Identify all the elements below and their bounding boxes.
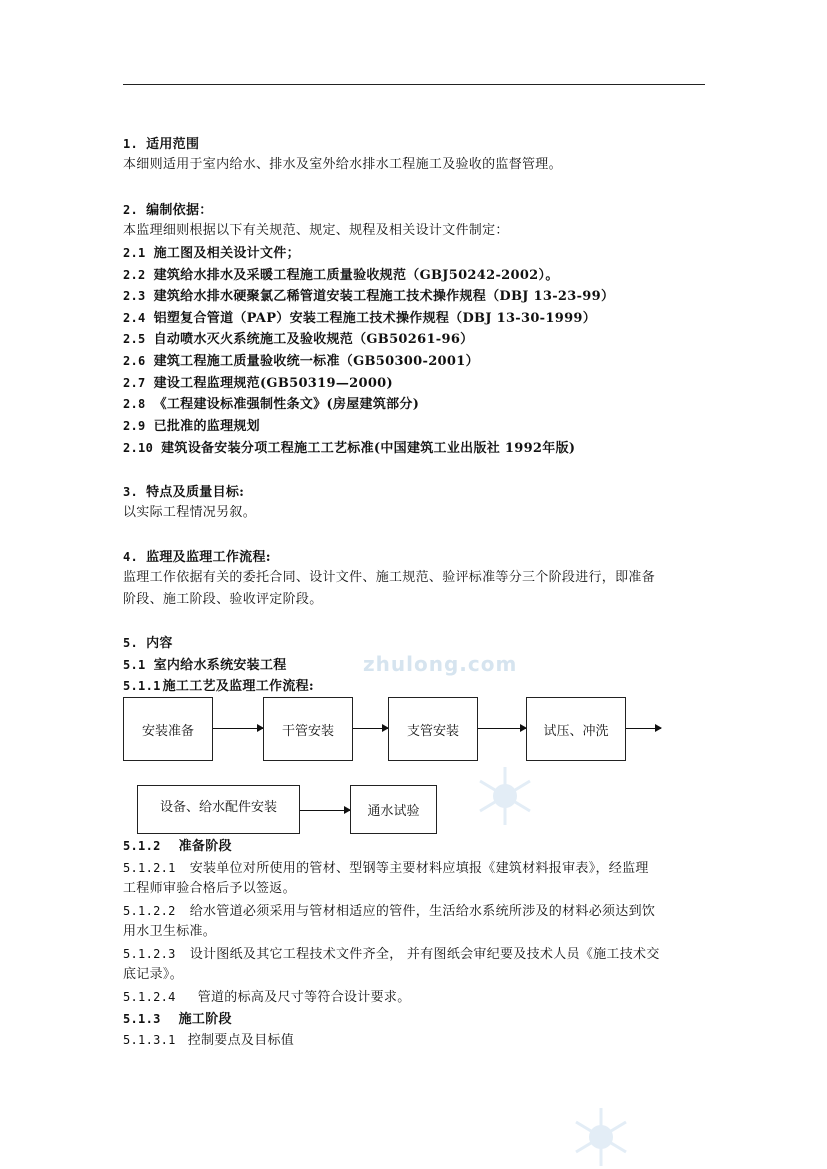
section-3-text: 以实际工程情况另叙。	[123, 505, 257, 520]
section-2-item: 2.10 建筑设备安装分项工程施工工艺标准(中国建筑工业出版社 1992年版)	[123, 441, 576, 456]
para-5-1-2-2-line1: 5.1.2.2 给水管道必须采用与管材相适应的管件，生活给水系统所涉及的材料必须达到饮	[123, 904, 656, 919]
para-5-1-2-1-line1: 5.1.2.1 安装单位对所使用的管材、型钢等主要材料应填报《建筑材料报审表》，经监理	[123, 861, 649, 876]
section-1-heading: 1. 适用范围	[123, 137, 200, 152]
section-2-item: 2.7 建设工程监理规范(GB50319—2000)	[123, 376, 393, 391]
para-5-1-3-1: 5.1.3.1 控制要点及目标值	[123, 1033, 295, 1048]
flow-arrow	[300, 810, 350, 811]
section-2-item: 2.5 自动喷水灭火系统施工及验收规范（GB50261-96）	[123, 332, 474, 347]
flow-step-branch-pipe: 支管安装	[388, 697, 478, 761]
section-4-text-line2: 阶段、施工阶段、验收评定阶段。	[123, 592, 323, 607]
flow-arrow	[353, 728, 388, 729]
header-rule	[123, 84, 705, 85]
flow-step-fittings-install: 设备、给水配件安装	[137, 785, 300, 834]
flow-step-main-pipe: 干管安装	[263, 697, 353, 761]
section-2-heading: 2. 编制依据：	[123, 203, 213, 218]
section-5-1-heading: 5.1 室内给水系统安装工程	[123, 658, 287, 673]
section-5-1-3-heading: 5.1.3 施工阶段	[123, 1012, 232, 1027]
section-5-1-2-heading: 5.1.2 准备阶段	[123, 839, 232, 854]
para-5-1-2-1-line2: 工程师审验合格后予以签返。	[123, 881, 296, 896]
snowflake-watermark-icon	[474, 765, 536, 827]
section-2-item: 2.3 建筑给水排水硬聚氯乙稀管道安装工程施工技术操作规程（DBJ 13-23-99）	[123, 289, 615, 304]
section-4-text-line1: 监理工作依据有关的委托合同、设计文件、施工规范、验评标准等分三个阶段进行，即准备	[123, 570, 656, 585]
flow-arrow	[213, 728, 263, 729]
section-3-heading: 3. 特点及质量目标:	[123, 485, 245, 500]
flow-step-water-test: 通水试验	[350, 785, 437, 834]
section-2-item: 2.9 已批准的监理规划	[123, 419, 260, 434]
para-5-1-2-4: 5.1.2.4 管道的标高及尺寸等符合设计要求。	[123, 990, 411, 1005]
para-5-1-2-3-line1: 5.1.2.3 设计图纸及其它工程技术文件齐全， 并有图纸会审纪要及技术人员《施工技术交	[123, 947, 660, 962]
section-4-heading: 4. 监理及监理工作流程:	[123, 550, 271, 565]
flow-step-pressure-test: 试压、冲洗	[526, 697, 626, 761]
section-5-1-1-heading: 5.1.1 施工工艺及监理工作流程:	[123, 679, 315, 694]
section-5-heading: 5. 内容	[123, 636, 173, 651]
section-2-item: 2.4 铝塑复合管道（PAP）安装工程施工技术操作规程（DBJ 13-30-1999）	[123, 311, 597, 326]
section-1-text: 本细则适用于室内给水、排水及室外给水排水工程施工及验收的监督管理。	[123, 157, 562, 172]
flow-arrow	[478, 728, 526, 729]
section-2-item: 2.6 建筑工程施工质量验收统一标准（GB50300-2001）	[123, 354, 479, 369]
watermark-text: zhulong.com	[363, 652, 518, 676]
snowflake-watermark-icon	[570, 1106, 632, 1168]
section-2-item: 2.2 建筑给水排水及采暖工程施工质量验收规范（GBJ50242-2002）。	[123, 268, 559, 283]
section-2-item: 2.8 《工程建设标准强制性条文》(房屋建筑部分)	[123, 397, 420, 412]
flow-step-install-prep: 安装准备	[123, 697, 213, 761]
para-5-1-2-3-line2: 底记录》。	[123, 967, 184, 982]
flow-arrow	[626, 728, 661, 729]
section-2-text: 本监理细则根据以下有关规范、规定、规程及相关设计文件制定：	[123, 223, 509, 238]
para-5-1-2-2-line2: 用水卫生标准。	[123, 924, 217, 939]
section-2-item: 2.1 施工图及相关设计文件；	[123, 246, 300, 261]
